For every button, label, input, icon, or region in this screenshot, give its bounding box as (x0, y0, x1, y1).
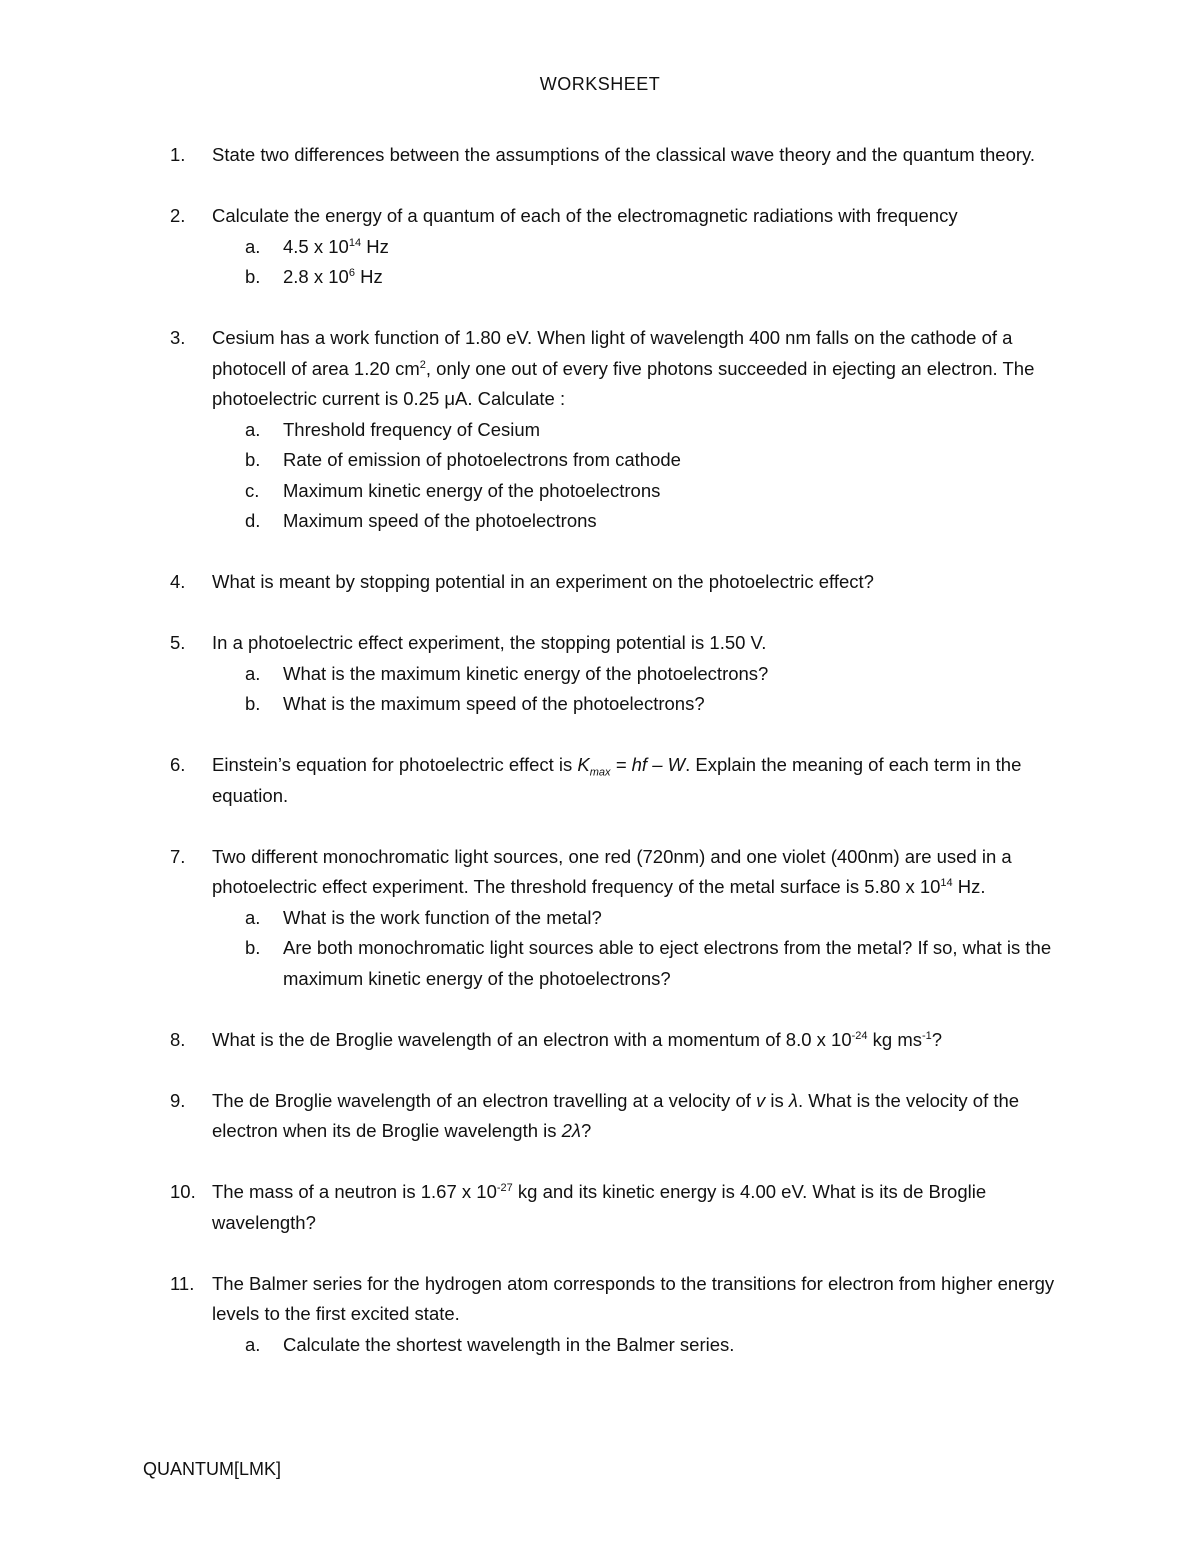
equation-symbol (577, 754, 686, 779)
sub-question-3b (245, 445, 1090, 476)
question-text: The de Broglie wavelength of an electron travelling at a velocity of (212, 1089, 757, 1111)
sub-question-7b (245, 933, 1090, 994)
sub-question-letter: a. (245, 1333, 261, 1355)
exponent: 14 (940, 877, 953, 889)
sub-question-5a (245, 659, 1090, 690)
sub-question-letter: a. (245, 906, 261, 928)
question-number: 3. (170, 327, 186, 348)
exponent: 6 (348, 267, 355, 279)
question-number: 8. (170, 1028, 186, 1050)
exponent: 2 (419, 358, 426, 371)
sub-question-letter: b. (245, 449, 261, 470)
exponent: -27 (496, 1182, 513, 1194)
sub-question-list (212, 415, 1090, 537)
question-end: ? (581, 1120, 592, 1141)
question-8 (170, 1025, 1090, 1056)
question-2 (170, 201, 1090, 293)
exponent: 14 (348, 236, 362, 249)
sub-question-list (212, 903, 1090, 995)
question-end: ? (931, 1028, 943, 1050)
question-text-cont: kg and its kinetic energy is 4.00 eV. What is its de Broglie wavelength? (212, 1181, 987, 1233)
question-number: 11. (170, 1272, 195, 1294)
question-text-cont: is (765, 1089, 789, 1111)
sub-question-text: 4.5 x 10 (283, 235, 349, 257)
question-number: 9. (170, 1089, 186, 1111)
sub-question-letter: a. (245, 418, 261, 440)
question-text-cont: , only one out of every five photons succeeded in ejecting an electron. The photoelectric current is 0.25 μA. Calculate : (212, 357, 1035, 409)
question-9 (170, 1086, 1090, 1147)
sub-question-text: 2.8 x 10 (283, 266, 349, 287)
sub-question-5b (245, 689, 1090, 720)
question-text-cont: . Explain the meaning of each term in the equation. (212, 754, 1022, 806)
question-number: 5. (170, 632, 186, 653)
question-7 (170, 842, 1090, 995)
sub-question-letter: d. (245, 510, 261, 531)
lambda-symbol: λ (788, 1089, 799, 1111)
question-text: Calculate the energy of a quantum of each of the electromagnetic radiations with frequency (212, 205, 958, 226)
sub-question-11a (245, 1330, 1090, 1361)
sub-question-letter: b. (245, 937, 261, 958)
question-text-cont: . What is the velocity of the electron when its de Broglie wavelength is (212, 1089, 1020, 1141)
sub-question-2a (245, 232, 1090, 263)
question-number: 7. (170, 845, 186, 867)
question-text: What is meant by stopping potential in an experiment on the photoelectric effect? (212, 571, 874, 592)
equation-rhs: = hf – W (610, 754, 686, 775)
question-6 (170, 750, 1090, 811)
sub-question-3d (245, 506, 1090, 537)
k-symbol: K (577, 754, 590, 775)
question-text: Einstein’s equation for photoelectric effect is (212, 754, 578, 775)
question-text: The mass of a neutron is 1.67 x 10 (212, 1181, 497, 1202)
question-text: In a photoelectric effect experiment, the stopping potential is 1.50 V. (212, 632, 767, 653)
sub-question-letter: b. (245, 693, 261, 714)
question-number: 4. (170, 571, 186, 592)
question-text: State two differences between the assumptions of the classical wave theory and the quantum theory. (212, 144, 1036, 165)
question-4 (170, 567, 1090, 598)
question-number: 6. (170, 754, 186, 775)
sub-question-letter: a. (245, 662, 261, 684)
sub-question-text: Are both monochromatic light sources able to eject electrons from the metal? If so, what is the maximum kinetic energy of the photoelectrons? (283, 937, 1052, 989)
question-number: 1. (170, 144, 186, 165)
question-text: What is the de Broglie wavelength of an electron with a momentum of 8.0 x 10 (212, 1028, 852, 1050)
question-text: Two different monochromatic light sources, one red (720nm) and one violet (400nm) are used in a photoelectric effect experiment. The threshold frequency of the metal surface is 5.80 x 10 (212, 845, 1012, 897)
sub-question-list (212, 232, 1090, 293)
page-title: WORKSHEET (539, 74, 661, 94)
sub-question-7a (245, 903, 1090, 934)
question-11 (170, 1269, 1090, 1361)
two-lambda-symbol: 2λ (561, 1120, 582, 1141)
sub-question-text: Maximum kinetic energy of the photoelectrons (283, 479, 661, 501)
question-number: 2. (170, 205, 186, 226)
sub-question-text: What is the maximum kinetic energy of the photoelectrons? (283, 662, 769, 684)
sub-question-text: What is the maximum speed of the photoelectrons? (283, 693, 705, 714)
k-subscript: max (589, 766, 611, 779)
sub-question-letter: b. (245, 266, 261, 287)
unit: kg ms (867, 1028, 923, 1050)
page-footer: QUANTUM[LMK] (143, 1459, 282, 1479)
sub-question-text: Calculate the shortest wavelength in the Balmer series. (283, 1333, 735, 1355)
exponent: -24 (851, 1029, 868, 1042)
question-5 (170, 628, 1090, 720)
question-1 (170, 140, 1090, 171)
sub-question-letter: a. (245, 235, 261, 257)
question-3 (170, 323, 1090, 537)
sub-question-text: Maximum speed of the photoelectrons (283, 510, 597, 531)
sub-question-list (212, 659, 1090, 720)
unit: Hz (354, 266, 383, 287)
sub-question-3c (245, 476, 1090, 507)
sub-question-text: What is the work function of the metal? (283, 906, 602, 928)
sub-question-2b (245, 262, 1090, 293)
question-list (170, 140, 1090, 1391)
question-text: The Balmer series for the hydrogen atom corresponds to the transitions for electron from higher energy levels to the first excited state. (212, 1272, 1055, 1324)
question-text-cont: Hz. (952, 876, 986, 897)
sub-question-list (212, 1330, 1090, 1361)
sub-question-letter: c. (245, 479, 260, 501)
velocity-symbol: v (756, 1089, 766, 1111)
question-number: 10. (170, 1181, 196, 1202)
sub-question-text: Rate of emission of photoelectrons from cathode (283, 449, 681, 470)
question-text: Cesium has a work function of 1.80 eV. When light of wavelength 400 nm falls on the cathode of a photocell of area 1.20 cm (212, 327, 1013, 379)
unit: Hz (361, 235, 389, 257)
unit-exponent: -1 (922, 1029, 932, 1042)
sub-question-text: Threshold frequency of Cesium (283, 418, 541, 440)
question-10 (170, 1177, 1090, 1238)
sub-question-3a (245, 415, 1090, 446)
